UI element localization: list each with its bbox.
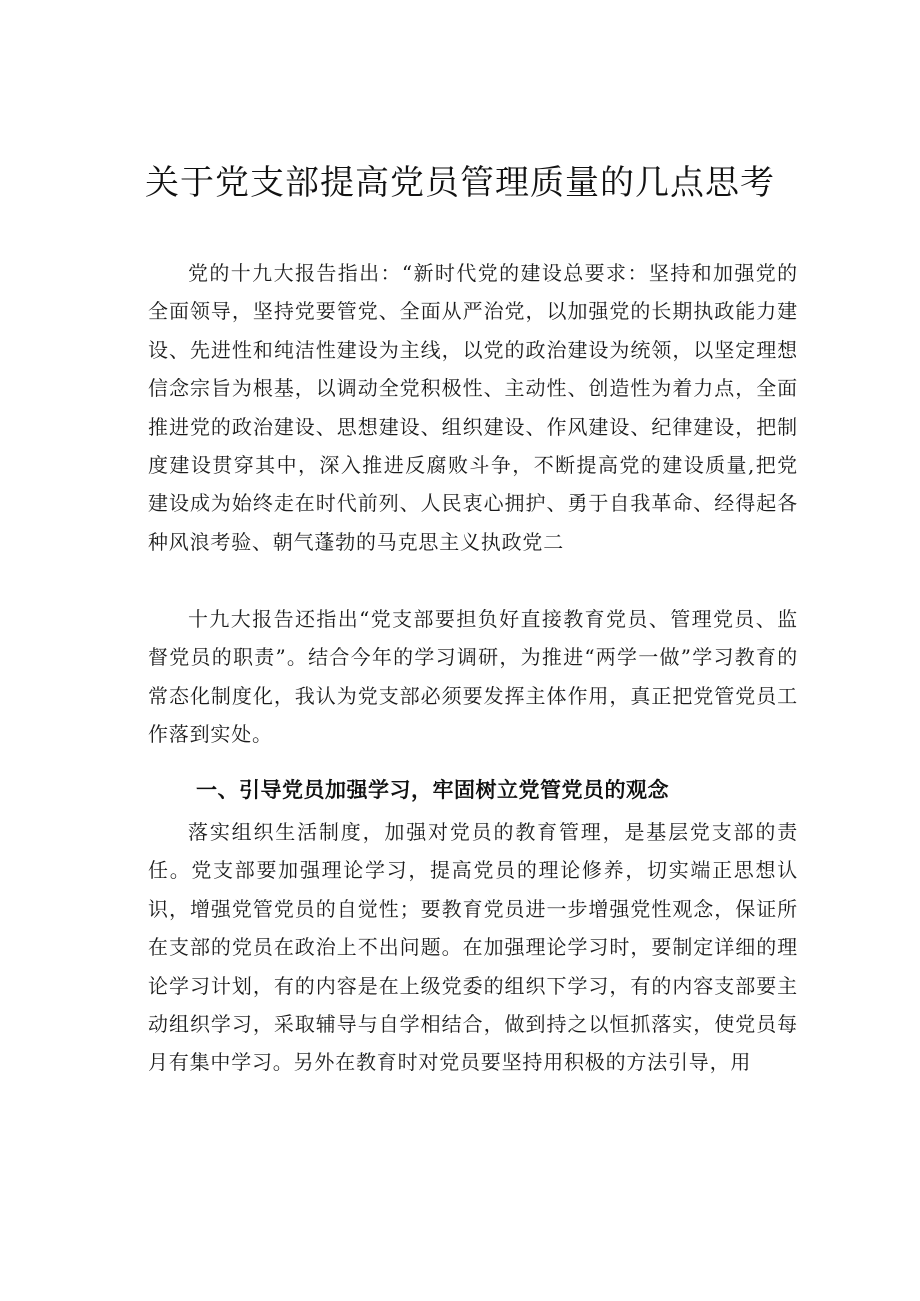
paragraph-report-quote: 十九大报告还指出“党支部要担负好直接教育党员、管理党员、监督党员的职责”。结合今年的学习调研，为推进“两学一做”学习教育的常态化制度化，我认为党支部必须要发挥主体作用，真正把党管党员工作落到实处。 xyxy=(148,607,798,747)
document-title: 关于党支部提高党员管理质量的几点思考 xyxy=(145,163,775,203)
paragraph-intro: 党的十九大报告指出：“新时代党的建设总要求：坚持和加强党的全面领导，坚持党要管党、全面从严治党，以加强党的长期执政能力建设、先进性和纯洁性建设为主线，以党的政治建设为统领，以坚定理想信念宗旨为根基，以调动全党积极性、主动性、创造性为着力点，全面推进党的政治建设、思想建设、组织建设、作风建设、纪律建设，把制度建设贯穿其中，深入推进反腐败斗争，不断提高党的建设质量,把党建设成为始终走在时代前列、人民衷心拥护、勇于自我革命、经得起各种风浪考验、朝气蓬勃的马克思主义执政党二 xyxy=(148,261,798,554)
section-heading-1: 一、引导党员加强学习，牢固树立党管党员的观念 xyxy=(196,778,669,802)
paragraph-section-1-body: 落实组织生活制度，加强对党员的教育管理，是基层党支部的责任。党支部要加强理论学习，提高党员的理论修养，切实端正思想认识，增强党管党员的自觉性；要教育党员进一步增强党性观念，保证所在支部的党员在政治上不出问题。在加强理论学习时，要制定详细的理论学习计划，有的内容是在上级党委的组织下学习，有的内容支部要主动组织学习，采取辅导与自学相结合，做到持之以恒抓落实，使党员每月有集中学习。另外在教育时对党员要坚持用积极的方法引导，用 xyxy=(148,820,798,1075)
